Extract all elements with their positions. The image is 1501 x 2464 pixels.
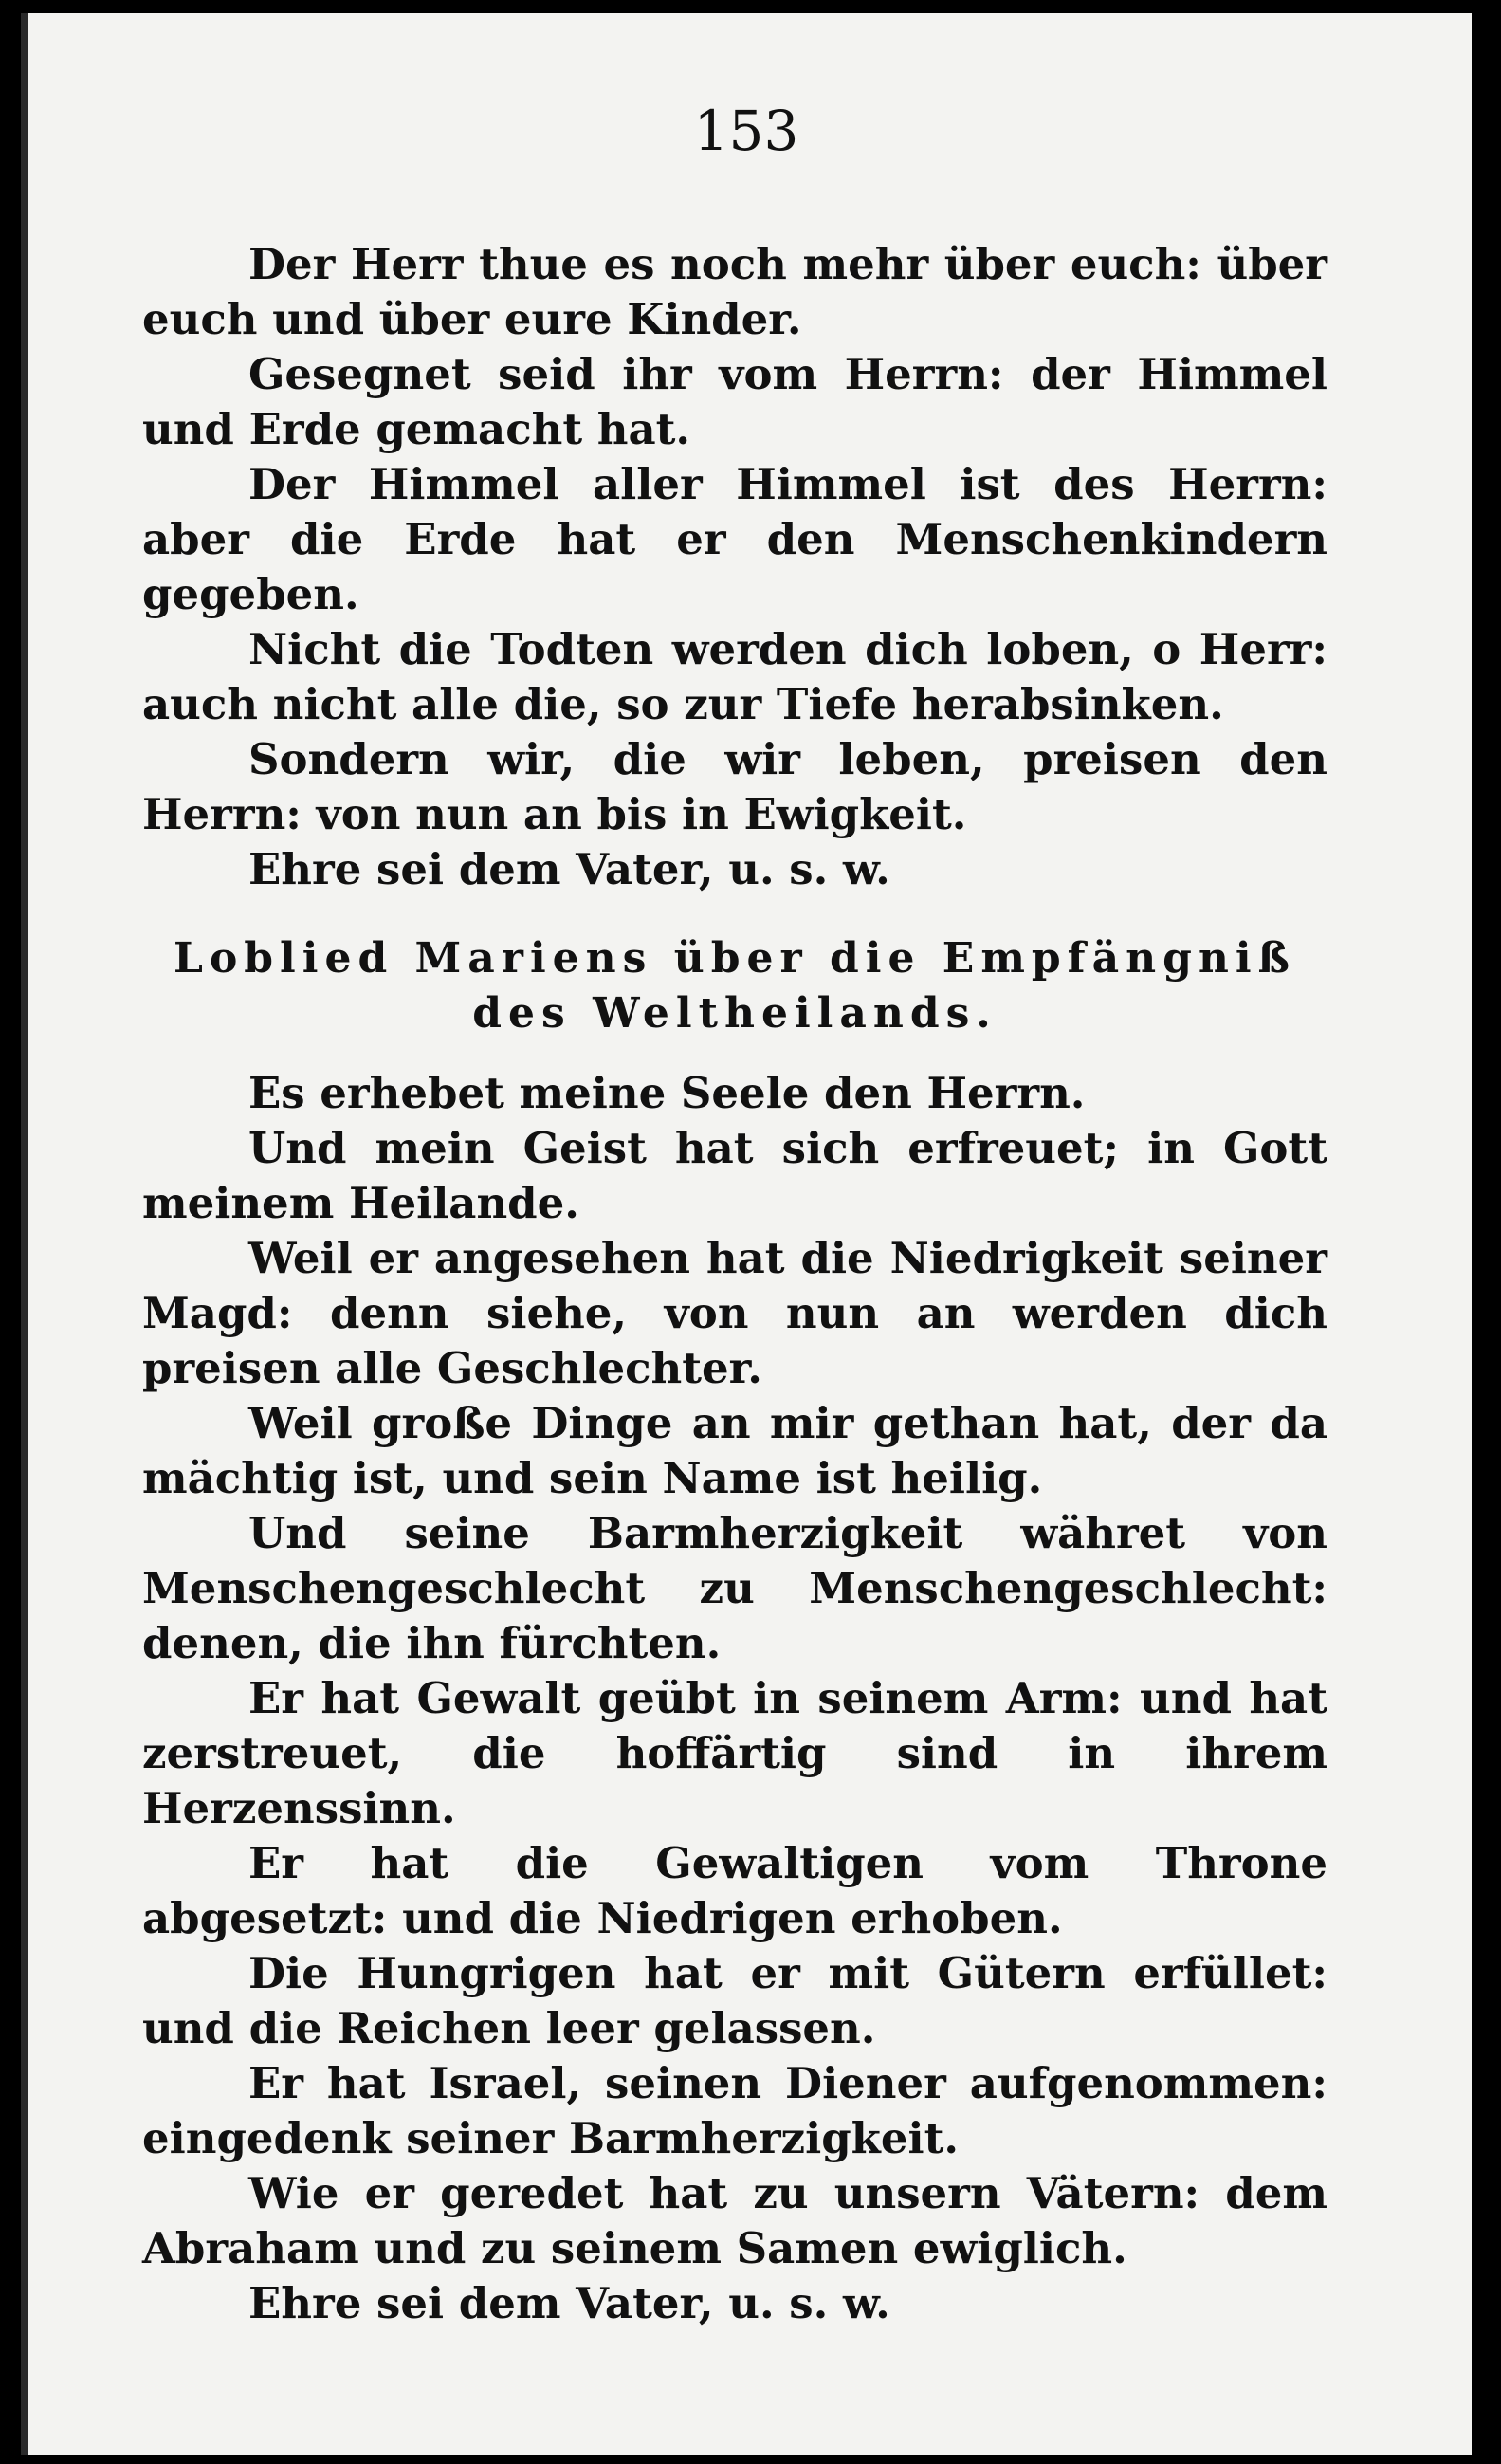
magnificat-verse-9: Er hat Israel, seinen Diener aufgenommen: eingedenk seiner Barmherzigkeit. [142, 2058, 1327, 2163]
magnificat-verse-10: Wie er geredet hat zu unsern Vätern: dem Abraham und zu seinem Samen ewiglich. [142, 2168, 1327, 2273]
magnificat-verse-4: Weil große Dinge an mir gethan hat, der da mächtig ist, und sein Name ist heilig. [142, 1398, 1327, 1503]
psalm-doxology: Ehre sei dem Vater, u. s. w. [248, 844, 890, 894]
magnificat-doxology: Ehre sei dem Vater, u. s. w. [248, 2278, 890, 2328]
section-heading [142, 931, 1327, 1041]
heading-line-1: Loblied Mariens über die Empfängniß [174, 934, 1296, 983]
magnificat-verse-2: Und mein Geist hat sich erfreuet; in Gott meinem Heilande. [142, 1123, 1327, 1228]
magnificat-verse-8: Die Hungrigen hat er mit Gütern erfüllet: und die Reichen leer gelassen. [142, 1948, 1327, 2053]
magnificat-verse-6: Er hat Gewalt geübt in seinem Arm: und hat zerstreuet, die hoffärtig sind in ihrem Herzenssinn. [142, 1673, 1327, 1833]
page-body [142, 237, 1327, 2331]
page-edge-shadow [21, 13, 28, 2455]
book-page [21, 13, 1472, 2455]
psalm-verse-4: Nicht die Todten werden dich loben, o Herr: auch nicht alle die, so zur Tiefe herabsinken. [142, 624, 1327, 729]
psalm-verse-3: Der Himmel aller Himmel ist des Herrn: aber die Erde hat er den Menschenkindern gegeben. [142, 459, 1327, 619]
magnificat-verse-1: Es erhebet meine Seele den Herrn. [248, 1068, 1086, 1118]
psalm-verse-1: Der Herr thue es noch mehr über euch: über euch und über eure Kinder. [142, 239, 1327, 344]
magnificat-verse-7: Er hat die Gewaltigen vom Throne abgesetzt: und die Niedrigen erhoben. [142, 1838, 1327, 1943]
magnificat-verse-3: Weil er angesehen hat die Niedrigkeit seiner Magd: denn siehe, von nun an werden dich preisen alle Geschlechter. [142, 1233, 1327, 1393]
psalm-verse-5: Sondern wir, die wir leben, preisen den Herrn: von nun an bis in Ewigkeit. [142, 734, 1327, 839]
page-number: 153 [693, 99, 799, 163]
psalm-verse-2: Gesegnet seid ihr vom Herrn: der Himmel und Erde gemacht hat. [142, 349, 1327, 454]
heading-line-2: des Weltheilands. [472, 989, 998, 1038]
magnificat-verse-5: Und seine Barmherzigkeit währet von Menschengeschlecht zu Menschengeschlecht: denen, die ihn fürchten. [142, 1508, 1327, 1668]
